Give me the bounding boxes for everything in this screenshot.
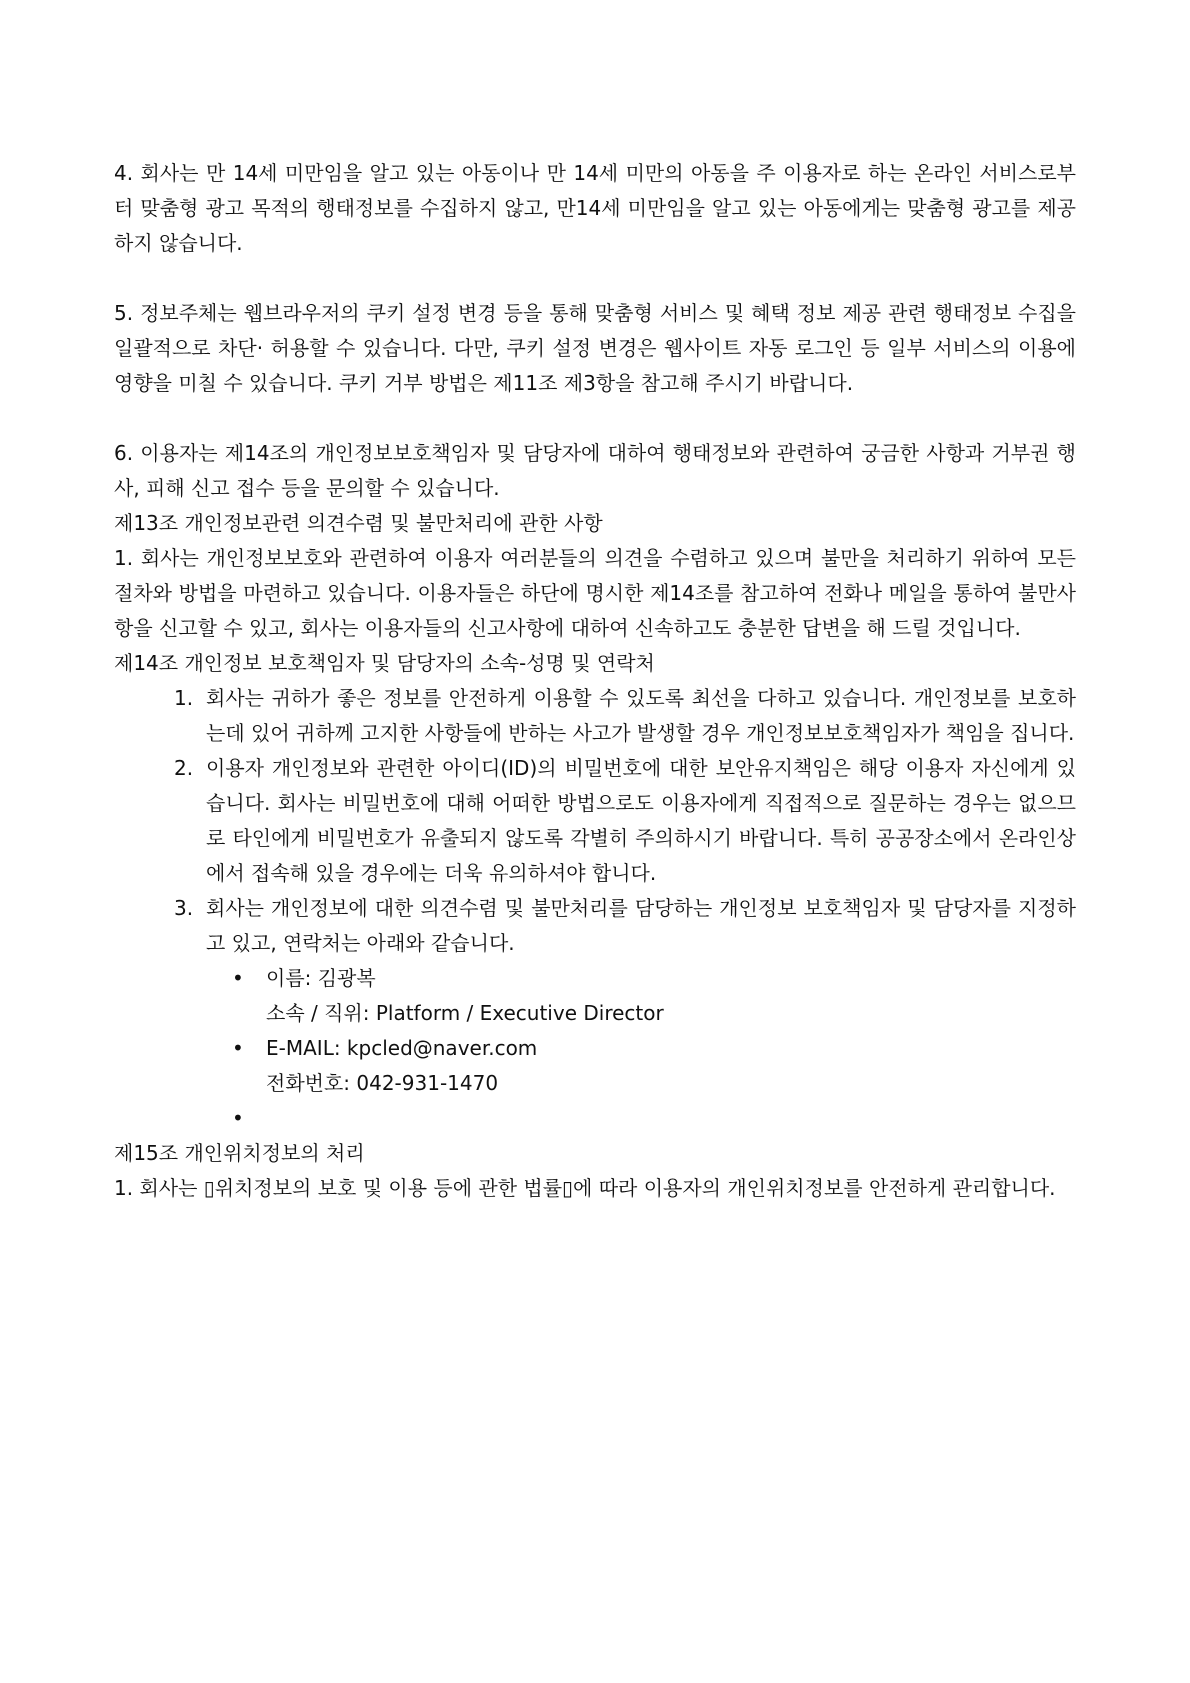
contact-empty-item [114,1101,1076,1136]
item-text: 회사는 귀하가 좋은 정보를 안전하게 이용할 수 있도록 최선을 다하고 있습니다. 개인정보를 보호하는데 있어 귀하께 고지한 사항들에 반하는 사고가 발생할 경우 개인정보보호책임자가 책임을 집니다. [206,686,1076,745]
item-text: 회사는 개인정보에 대한 의견수렴 및 불만처리를 담당하는 개인정보 보호책임자 및 담당자를 지정하고 있고, 연락처는 아래와 같습니다. [206,896,1076,955]
section-13-heading: 제13조 개인정보관련 의견수렴 및 불만처리에 관한 사항 [114,511,603,535]
section-15-paragraph-1: 1. 회사는 ▯위치정보의 보호 및 이용 등에 관한 법률▯에 따라 이용자의 개인위치정보를 안전하게 관리합니다. [114,1176,1056,1200]
paragraph-6: 6. 이용자는 제14조의 개인정보보호책임자 및 담당자에 대하여 행태정보와 관련하여 궁금한 사항과 거부권 행사, 피해 신고 접수 등을 문의할 수 있습니다. [114,441,1076,500]
item-number: 2. [174,756,194,780]
item-number: 3. [174,896,194,920]
paragraph-5: 5. 정보주체는 웹브라우저의 쿠키 설정 변경 등을 통해 맞춤형 서비스 및 혜택 정보 제공 관련 행태정보 수집을 일괄적으로 차단· 허용할 수 있습니다. 다만, 쿠키 설정 변경은 웹사이트 자동 로그인 등 일부 서비스의 이용에 영향을 미칠 수 있습니다. 쿠키 거부 방법은 제11조 제3항을 참고해 주시기 바랍니다. [114,301,1076,395]
bullet-icon: • [232,1106,244,1130]
contact-position: 소속 / 직위: Platform / Executive Director [266,1001,664,1025]
bullet-icon: • [232,1036,244,1060]
section-14-list [114,681,1076,961]
section-14-item-2 [114,751,1076,891]
contact-email-item [114,1031,1076,1101]
bullet-icon: • [232,966,244,990]
contact-name: 이름: 김광복 [266,966,376,990]
contact-email: E-MAIL: kpcled@naver.com [266,1036,538,1060]
item-text: 이용자 개인정보와 관련한 아이디(ID)의 비밀번호에 대한 보안유지책임은 해당 이용자 자신에게 있습니다. 회사는 비밀번호에 대해 어떠한 방법으로도 이용자에게 직접적으로 질문하는 경우는 없으므로 타인에게 비밀번호가 유출되지 않도록 각별히 주의하시기 바랍니다. 특히 공공장소에서 온라인상에서 접속해 있을 경우에는 더욱 유의하셔야 합니다. [206,756,1076,885]
paragraph-4: 4. 회사는 만 14세 미만임을 알고 있는 아동이나 만 14세 미만의 아동을 주 이용자로 하는 온라인 서비스로부터 맞춤형 광고 목적의 행태정보를 수집하지 않고, 만14세 미만임을 알고 있는 아동에게는 맞춤형 광고를 제공하지 않습니다. [114,161,1076,255]
contact-phone: 전화번호: 042-931-1470 [266,1071,499,1095]
contact-name-item [114,961,1076,1031]
contact-list [114,961,1076,1136]
section-14-item-1 [114,681,1076,751]
item-number: 1. [174,686,194,710]
section-13-paragraph-1: 1. 회사는 개인정보보호와 관련하여 이용자 여러분들의 의견을 수렴하고 있으며 불만을 처리하기 위하여 모든 절차와 방법을 마련하고 있습니다. 이용자들은 하단에 명시한 제14조를 참고하여 전화나 메일을 통하여 불만사항을 신고할 수 있고, 회사는 이용자들의 신고사항에 대하여 신속하고도 충분한 답변을 해 드릴 것입니다. [114,546,1076,640]
section-15-heading: 제15조 개인위치정보의 처리 [114,1141,365,1165]
section-14-heading: 제14조 개인정보 보호책임자 및 담당자의 소속-성명 및 연락처 [114,651,655,675]
section-14-item-3 [114,891,1076,961]
document-body [114,156,1076,1206]
